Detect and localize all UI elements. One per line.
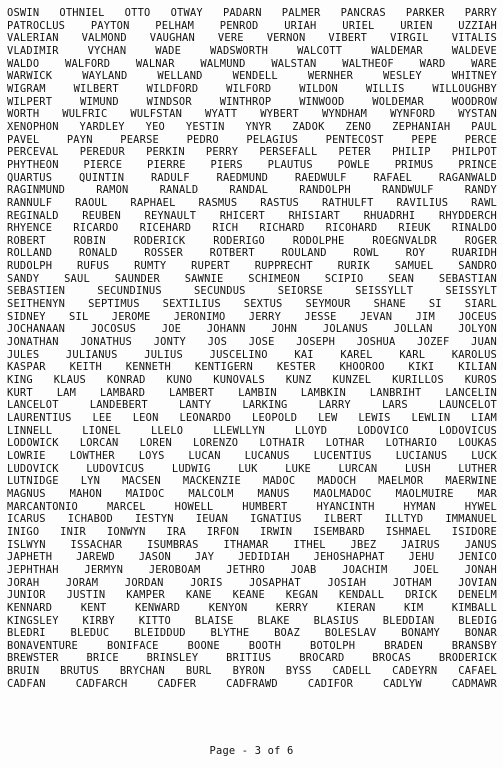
text-line: JAPHETH JAREWD JASON JAY JEDIDIAH JEHOSHAPHAT JEHU JENICO — [7, 551, 497, 564]
text-line: RAGINMUND RAMON RANALD RANDAL RANDOLPH RANDWULF RANDY — [7, 184, 497, 197]
text-line: ROBERT ROBIN RODERICK RODERIGO RODOLPHE ROEGNVALDR ROGER — [7, 234, 497, 247]
text-line: RHYENCE RICARDO RICEHARD RICH RICHARD RICOHARD RIEUK RINALDO — [7, 222, 497, 235]
text-line: WALDO WALFORD WALNAR WALMUND WALSTAN WALTHEOF WARD WARE — [7, 57, 497, 70]
text-line: WARWICK WAYLAND WELLAND WENDELL WERNHER WESLEY WHITNEY — [7, 70, 497, 83]
text-line: MARCANTONIO MARCEL HOWELL HUMBERT HYANCINTH HYMAN HYWEL — [7, 500, 497, 513]
text-line: LUDOVICK LUDOVICUS LUDWIG LUK LUKE LURCAN LUSH LUTHER — [7, 462, 497, 475]
text-line: WIGRAM WILBERT WILDFORD WILFORD WILDON WILLIS WILLOUGHBY — [7, 82, 497, 95]
text-line: OSWIN OTHNIEL OTTO OTWAY PADARN PALMER PANCRAS PARKER PARRY — [7, 7, 497, 19]
text-line: JEPHTHAH JERMYN JEROBOAM JETHRO JOAB JOACHIM JOEL JONAH — [7, 563, 497, 576]
text-line: BLEDRI BLEDUC BLEIDDUD BLYTHE BOAZ BOLESLAV BONAMY BONAR — [7, 627, 497, 640]
text-line: RUDOLPH RUFUS RUMTY RUPERT RUPPRECHT RURIK SAMUEL SANDRO — [7, 260, 497, 273]
text-line: BONAVENTURE BONIFACE BOONE BOOTH BOTOLPH BRADEN BRANSBY — [7, 639, 497, 652]
text-line: SEITHENYN SEPTIMUS SEXTILIUS SEXTUS SEYMOUR SHANE SI SIARL — [7, 298, 497, 311]
text-line: INIGO INIR IONWYN IRA IRFON IRWIN ISEMBARD ISHMAEL ISIDORE — [7, 525, 497, 538]
text-line: JONATHAN JONATHUS JONTY JOS JOSE JOSEPH JOSHUA JOZEF JUAN — [7, 336, 497, 349]
name-list — [7, 7, 497, 690]
text-line: PAVEL PAYN PEARSE PEDRO PELAGIUS PENTECOST PEPE PERCE — [7, 133, 497, 146]
text-line: BRUIN BRUTUS BRYCHAN BURL BYRON BYSS CADELL CADEYRN CAFAEL — [7, 665, 497, 678]
text-line: PATROCLUS PAYTON PELHAM PENROD URIAH URIEL URIEN UZZIAH — [7, 19, 497, 32]
text-line: JULES JULIANUS JULIUS JUSCELINO KAI KAREL KARL KAROLUS — [7, 348, 497, 361]
text-line: ROLLAND RONALD ROSSER ROTBERT ROULAND ROWL ROY RUARIDH — [7, 247, 497, 260]
text-line: JUNIOR JUSTIN KAMPER KANE KEANE KEGAN KENDALL DRICK DENELM — [7, 589, 497, 602]
text-line: XENOPHON YARDLEY YEO YESTIN YNYR ZADOK ZENO ZEPHANIAH PAUL — [7, 120, 497, 133]
text-line: VALERIAN VALMOND VAUGHAN VERE VERNON VIBERT VIRGIL VITALIS — [7, 32, 497, 45]
text-line: CADFAN CADFARCH CADFER CADFRAWD CADIFOR CADLYW CADMAWR — [7, 677, 497, 690]
text-line: KURT LAM LAMBARD LAMBERT LAMBIN LAMBKIN LANBRIHT LANCELIN — [7, 386, 497, 399]
text-line: LODOWICK LORCAN LOREN LORENZO LOTHAIR LOTHAR LOTHARIO LOUKAS — [7, 437, 497, 450]
text-line: LUTNIDGE LYN MACSEN MACKENZIE MADOC MADOCH MAELMOR MAERWINE — [7, 475, 497, 488]
text-line: PHYTHEON PIERCE PIERRE PIERS PLAUTUS POWLE PRIMUS PRINCE — [7, 158, 497, 171]
text-line: KENNARD KENT KENWARD KENYON KERRY KIERAN KIM KIMBALL — [7, 601, 497, 614]
text-line: KINGSLEY KIRBY KITTO BLAISE BLAKE BLASIUS BLEDDIAN BLEDIG — [7, 614, 497, 627]
text-line: RANNULF RAOUL RAPHAEL RASMUS RASTUS RATHULFT RAVILIUS RAWL — [7, 196, 497, 209]
text-line: ICARUS ICHABOD IESTYN IEUAN IGNATIUS ILBERT ILLTYD IMMANUEL — [7, 513, 497, 526]
text-line: WORTH WULFRIC WULFSTAN WYATT WYBERT WYNDHAM WYNFORD WYSTAN — [7, 108, 497, 121]
text-line: LINNELL LIONEL LLELO LLEWLLYN LLOYD LODOVICO LODOVICUS — [7, 424, 497, 437]
text-line: MAGNUS MAHON MAIDOC MALCOLM MANUS MAOLMADOC MAOLMUIRE MAR — [7, 487, 497, 500]
text-line: VLADIMIR VYCHAN WADE WADSWORTH WALCOTT WALDEMAR WALDEVE — [7, 44, 497, 57]
text-line: LOWRIE LOWTHER LOYS LUCAN LUCANUS LUCENTIUS LUCIANUS LUCK — [7, 449, 497, 462]
text-line: QUARTUS QUINTIN RADULF RAEDMUND RAEDWULF RAFAEL RAGANWALD — [7, 171, 497, 184]
text-line: SANDY SAUL SAUNDER SAWNIE SCHIMEON SCIPIO SEAN SEBASTIAN — [7, 272, 497, 285]
text-line: LAURENTIUS LEE LEON LEONARDO LEOPOLD LEW LEWIS LEWLIN LIAM — [7, 412, 497, 424]
text-line: LANCELOT LANDEBERT LANTY LARKING LARRY LARS LAUNCELOT — [7, 399, 497, 412]
text-line: PERCEVAL PEREDUR PERKIN PERRY PERSEFALL PETER PHILIP PHILPOT — [7, 146, 497, 159]
text-line: JORAH JORAM JORDAN JORIS JOSAPHAT JOSIAH JOTHAM JOVIAN — [7, 576, 497, 589]
text-line: BREWSTER BRICE BRINSLEY BRITIUS BROCARD BROCAS BRODERICK — [7, 652, 497, 665]
text-line: SIDNEY SIL JEROME JERONIMO JERRY JESSE JEVAN JIM JOCEUS — [7, 310, 497, 323]
page-footer: Page - 3 of 6 — [209, 745, 294, 757]
text-line: WILPERT WIMUND WINDSOR WINTHROP WINWOOD WOLDEMAR WOODROW — [7, 95, 497, 108]
text-line: KASPAR KEITH KENNETH KENTIGERN KESTER KHOOROO KIKI KILIAN — [7, 361, 497, 374]
text-line: JOCHANAAN JOCOSUS JOE JOHANN JOHN JOLANUS JOLLAN JOLYON — [7, 323, 497, 336]
text-line: KING KLAUS KONRAD KUNO KUNOVALS KUNZ KUNZEL KURILLOS KUROS — [7, 374, 497, 387]
text-line: REGINALD REUBEN REYNAULT RHICERT RHISIART RHUADRHI RHYDDERCH — [7, 209, 497, 222]
text-line: ISLWYN ISSACHAR ISUMBRAS ITHAMAR ITHEL JBEZ JAIRUS JANUS — [7, 538, 497, 551]
text-line: SEBASTIEN SECUNDINUS SECUNDUS SEIORSE SEISSYLLT SEISSYLT — [7, 285, 497, 298]
